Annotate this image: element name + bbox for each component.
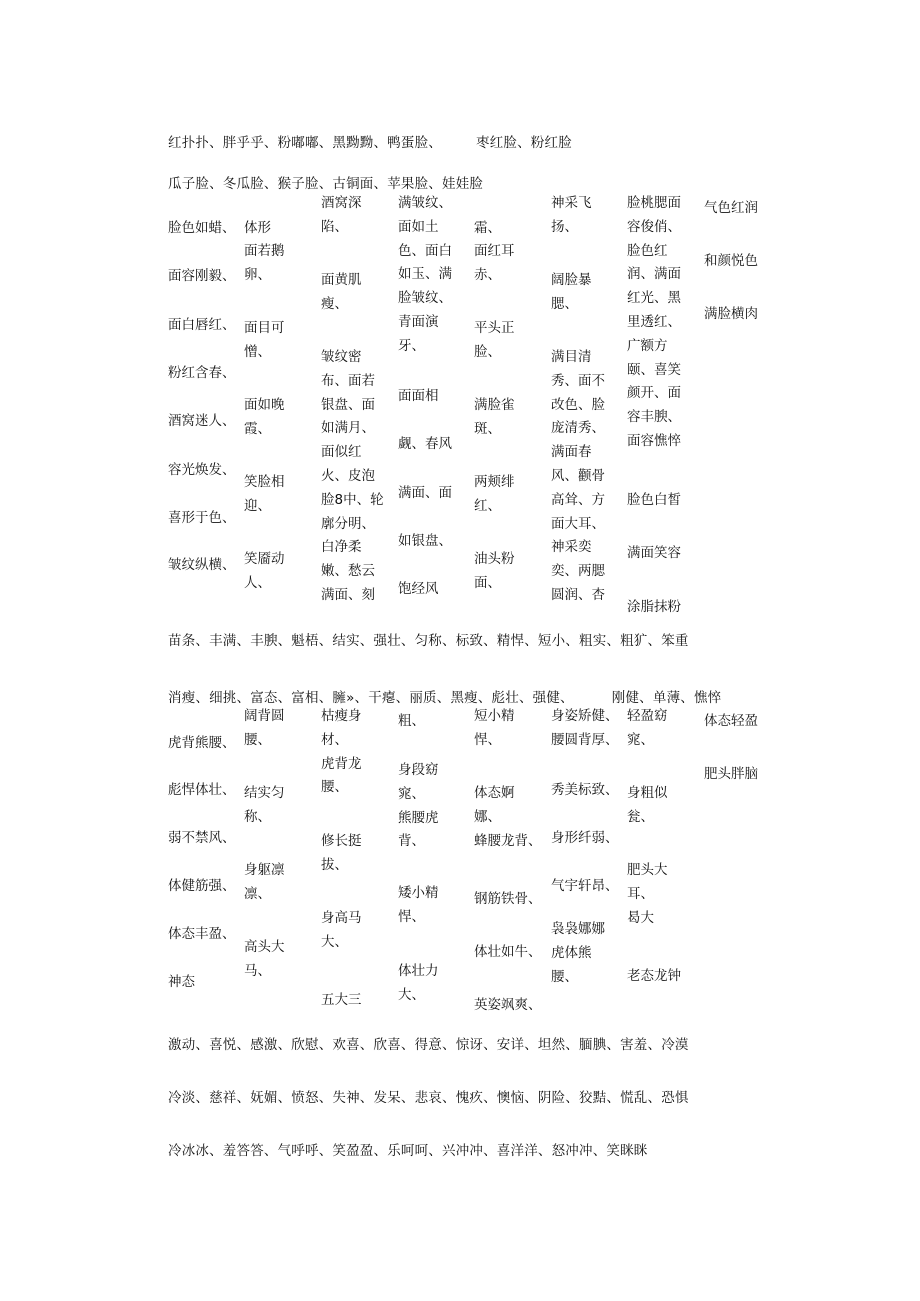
text-fragment: 容光焕发、 (168, 462, 236, 478)
text-fragment: 觑、春风 (398, 436, 452, 452)
text-fragment: 体态婀 娜、 蜂腰龙背、 (474, 785, 542, 849)
text-fragment: 满脸横肉 (704, 306, 758, 322)
text-fragment: 体态丰盈、 (168, 926, 236, 942)
text-fragment: 霜、 (474, 220, 501, 236)
text-fragment: 体壮如牛、 (474, 944, 542, 960)
text-fragment: 面黄肌 瘦、 (321, 272, 362, 312)
face-words-line-1a: 红扑扑、胖乎乎、粉嘟嘟、黑黝黝、鸭蛋脸、 (168, 135, 442, 151)
text-fragment: 彪悍体壮、 (168, 782, 236, 798)
body-words-line-1: 苗条、丰满、丰腴、魁梧、结实、强壮、匀称、标致、精悍、短小、粗实、粗犷、笨重 (168, 633, 689, 649)
text-fragment: 钢筋铁骨、 (474, 891, 542, 907)
text-fragment: 短小精 悍、 (474, 708, 515, 748)
text-fragment: 笑靥动 人、 (244, 551, 285, 591)
text-fragment: 酒窝迷人、 (168, 413, 236, 429)
text-fragment: 面红耳 赤、 (474, 243, 515, 283)
text-fragment: 枯瘦身 材、 虎背龙 腰、 (321, 708, 362, 796)
text-fragment: 结实匀 称、 (244, 785, 285, 825)
text-fragment: 如银盘、 (398, 533, 452, 549)
expression-words-line-3: 冷冰冰、羞答答、气呼呼、笑盈盈、乐呵呵、兴冲冲、喜洋洋、怒冲冲、笑眯眯 (168, 1143, 648, 1159)
text-fragment: 神态 (168, 974, 195, 990)
face-words-line-1b: 枣红脸、粉红脸 (476, 135, 572, 151)
text-fragment: 五大三 (321, 992, 362, 1008)
text-fragment: 满皱纹、 面如土 色、面白 如玉、满 脸皱纹、 青面演 牙、 (398, 195, 452, 354)
text-fragment: 喜形于色、 (168, 510, 236, 526)
body-words-line-2 (168, 686, 721, 706)
text-fragment: 身形纤弱、 (551, 830, 619, 846)
text-fragment: 面如晚 霞、 (244, 397, 285, 437)
text-fragment: 袅袅娜娜 虎体熊 腰、 (551, 921, 605, 985)
text-fragment: 阔背圆 腰、 (244, 708, 285, 748)
text-fragment: 神采飞 扬、 (551, 195, 592, 235)
text-fragment: 饱经风 (398, 581, 439, 597)
text-fragment: 阔脸暴 腮、 (551, 272, 592, 312)
text-fragment: 身高马 大、 (321, 910, 362, 950)
text-fragment: 老态龙钟 (627, 968, 681, 984)
text-fragment: 面目可 憎、 (244, 320, 285, 360)
text-fragment: 脸色如蜡、 (168, 220, 236, 236)
text-fragment: 酒窝深 陷、 (321, 195, 362, 235)
text-fragment: 平头正 脸、 (474, 320, 515, 360)
text-fragment: 和颜悦色 (704, 253, 758, 269)
body-words-line-2a: 消瘦、细挑、富态、富相、臃»、干瘪、丽质、黑瘦、彪壮、强健、 (168, 690, 574, 706)
text-fragment: 英姿飒爽、 (474, 997, 542, 1013)
text-fragment: 满目清 秀、面不 改色、脸 庞清秀、 满面春 风、颧骨 高耸、方 面大耳、 神采奕 奕、两腮 圆润、杏 (551, 349, 605, 603)
text-fragment: 面容刚毅、 (168, 268, 236, 284)
text-fragment: 满脸雀 斑、 (474, 397, 515, 437)
text-fragment: 粗、 (398, 713, 425, 729)
text-fragment: 体态轻盈 (704, 713, 758, 729)
text-fragment: 油头粉 面、 (474, 551, 515, 591)
text-fragment: 秀美标致、 (551, 782, 619, 798)
text-fragment: 粉红含春、 (168, 365, 236, 381)
text-fragment: 轻盈窈 窕、 (627, 708, 668, 748)
face-words-line-2: 瓜子脸、冬瓜脸、猴子脸、古铜面、苹果脸、娃娃脸 (168, 176, 484, 192)
text-fragment: 皱纹纵横、 (168, 557, 236, 573)
face-words-line-1 (168, 131, 572, 151)
text-fragment: 体形 (244, 220, 271, 236)
text-fragment: 体健筋强、 (168, 878, 236, 894)
text-fragment: 涂脂抹粉 (627, 599, 681, 615)
text-fragment: 满面笑容 (627, 545, 681, 561)
text-fragment: 虎背熊腰、 (168, 735, 236, 751)
text-fragment: 体壮力 大、 (398, 963, 439, 1003)
text-fragment: 脸色白皙 (627, 492, 681, 508)
text-fragment: 面若鹅 卵、 (244, 243, 285, 283)
text-fragment: 肥头大 耳、 曷大 (627, 862, 668, 926)
text-fragment: 笑脸相 迎、 (244, 474, 285, 514)
text-fragment: 面白唇红、 (168, 317, 236, 333)
text-fragment: 弱不禁风、 (168, 830, 236, 846)
text-fragment: 修长挺 拔、 (321, 833, 362, 873)
expression-words-line-2: 冷淡、慈祥、妩媚、愤怒、失神、发呆、悲哀、愧疚、懊恼、阴险、狡黠、慌乱、恐惧 (168, 1090, 689, 1106)
text-fragment: 高头大 马、 (244, 939, 285, 979)
text-fragment: 气色红润 (704, 200, 758, 216)
text-fragment: 脸桃腮面 容俊俏、 脸色红 润、满面 红光、黑 里透红、 广额方 颐、喜笑 颜开、面 容丰腴、 面容憔悴 (627, 195, 681, 449)
text-fragment: 身段窈 窕、 熊腰虎 背、 (398, 762, 439, 850)
text-fragment: 矮小精 悍、 (398, 885, 439, 925)
expression-words-line-1: 激动、喜悦、感激、欣慰、欢喜、欣喜、得意、惊讶、安详、坦然、腼腆、害羞、冷漠 (168, 1037, 689, 1053)
text-fragment: 满面、面 (398, 485, 452, 501)
text-fragment: 皱纹密 布、面若 银盘、面 如满月、 面似红 火、皮泡 脸8中、轮 廓分明、 白净柔 嫩、愁云 满面、刻 (321, 349, 384, 603)
body-words-line-2b: 刚健、单薄、憔悴 (611, 690, 722, 706)
text-fragment: 身姿矫健、 腰圆背厚、 (551, 708, 619, 748)
text-fragment: 肥头胖脑 (704, 766, 758, 782)
text-fragment: 身躯凛 凛、 (244, 862, 285, 902)
text-fragment: 身粗似 瓮、 (627, 785, 668, 825)
text-fragment: 气宇轩昂、 (551, 878, 619, 894)
text-fragment: 两颊绯 红、 (474, 474, 515, 514)
text-fragment: 面面相 (398, 388, 439, 404)
